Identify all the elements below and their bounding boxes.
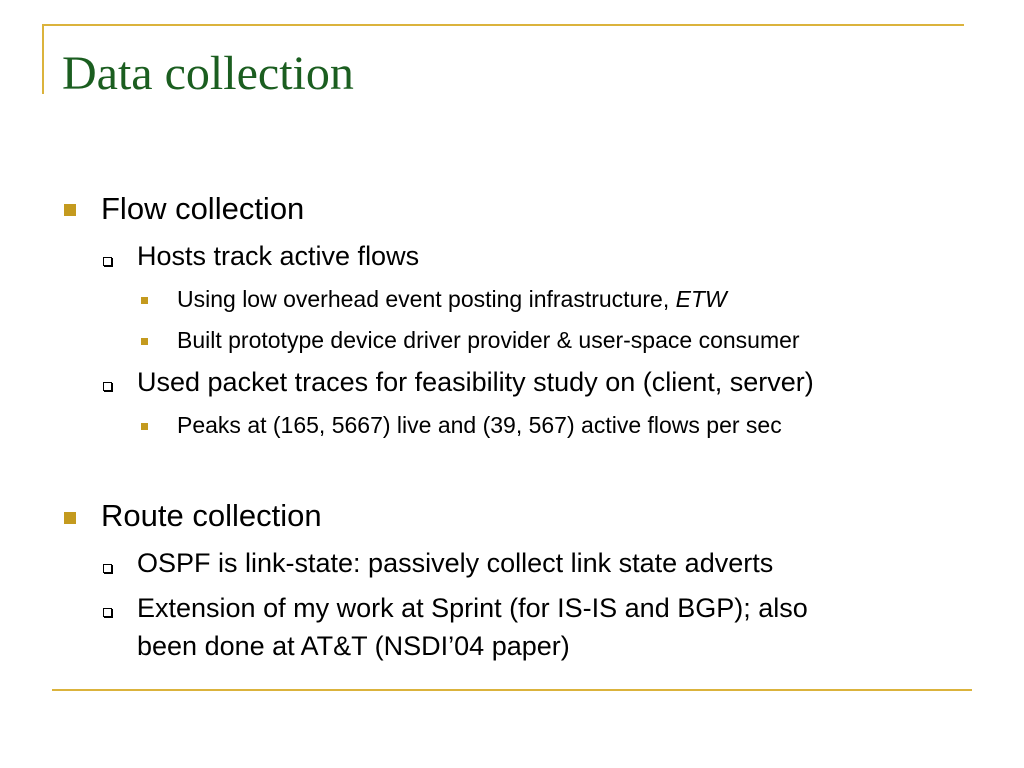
subitem-etw-emphasis: ETW [675,286,727,312]
bullet-hollow-square-icon [103,564,112,573]
section-heading-flow: Flow collection [101,191,305,226]
item-ospf: OSPF is link-state: passively collect link state adverts [137,548,774,578]
section-heading-route: Route collection [101,498,322,533]
subitem-peaks: Peaks at (165, 5667) live and (39, 567) active flows per sec [177,412,782,438]
subitem-etw [177,285,727,313]
frame-left-rule [42,24,44,94]
footer-rule [52,689,972,691]
bullet-square-icon [64,512,76,524]
item-extension-line2: been done at AT&T (NSDI’04 paper) [137,631,570,661]
frame-top-rule [42,24,964,26]
bullet-hollow-square-icon [103,608,112,617]
item-packet-traces: Used packet traces for feasibility study on (client, server) [137,367,814,397]
bullet-hollow-square-icon [103,257,112,266]
item-extension-line1: Extension of my work at Sprint (for IS-IS and BGP); also [137,593,808,623]
bullet-small-square-icon [141,338,148,345]
subitem-etw-text: Using low overhead event posting infrastructure, [177,286,676,312]
item-hosts-track: Hosts track active flows [137,241,420,271]
bullet-square-icon [64,204,76,216]
bullet-small-square-icon [141,423,148,430]
subitem-prototype: Built prototype device driver provider & user-space consumer [177,327,800,353]
bullet-hollow-square-icon [103,382,112,391]
slide-title: Data collection [62,47,354,100]
bullet-small-square-icon [141,297,148,304]
